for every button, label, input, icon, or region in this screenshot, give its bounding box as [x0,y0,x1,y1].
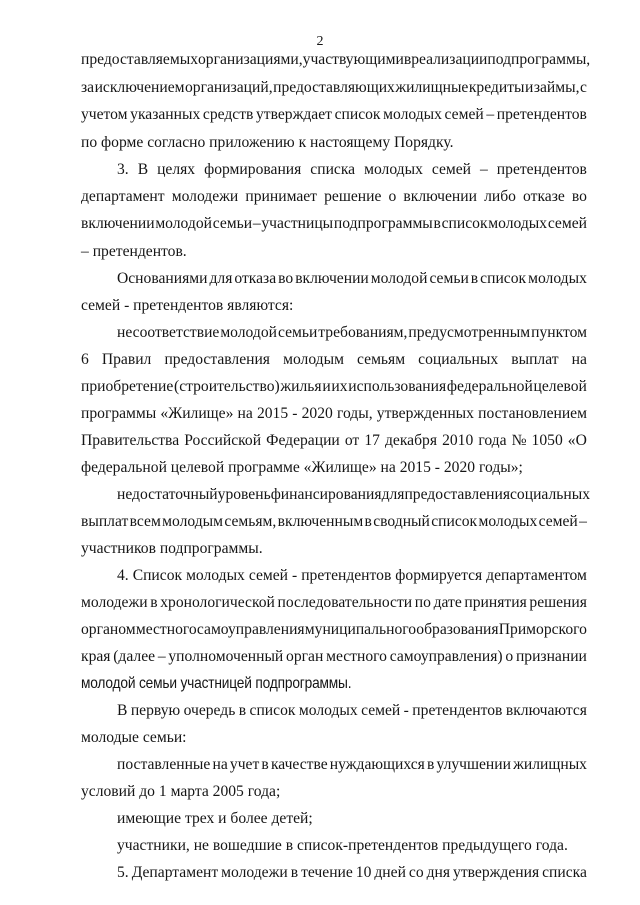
word: претендентов [496,161,587,178]
word: молодых [383,106,442,123]
word: № [511,432,527,449]
word: Правил [101,351,152,368]
word: с [579,79,587,96]
word: реализации [411,51,488,68]
word: список [441,215,488,232]
word: формирования [204,161,302,178]
word: - [292,405,298,422]
word: Федерации [266,432,340,449]
text-line [81,50,591,69]
text-line: по форме согласно приложению к настоящему Порядку. [81,134,454,151]
word: молодой [220,324,277,341]
word: всем [129,513,161,530]
word: поставленные [117,756,211,773]
word: на [237,405,253,422]
word: принятия [464,594,527,611]
text-line [81,593,587,612]
word: список [480,270,527,287]
word: самоуправления [196,621,305,638]
word: 6 [81,351,89,368]
word: семьи [277,324,318,341]
text-line [81,620,587,639]
word: самоуправления) [389,648,503,665]
word: целевой [533,378,587,395]
word: решение [324,188,382,205]
word: молодой [155,215,212,232]
word: претендентов [301,567,392,584]
word: семьям, [224,513,277,530]
word: предоставляемых [81,51,198,68]
word: нуждающихся [329,756,425,773]
word: молодым [283,351,344,368]
word: местного [326,648,387,665]
word: от [344,432,360,449]
text-line: условий до 1 марта 2005 года; [81,783,281,800]
word: очередь [183,702,236,719]
word: семей [444,106,484,123]
word: года [478,432,507,449]
word: – [486,106,495,123]
word: требованиям, [318,324,408,341]
word: 4. [117,567,129,584]
word: предоставления [164,351,270,368]
word: молодых [364,161,423,178]
word: семей [547,215,587,232]
text-line [117,485,590,504]
word: выплат [81,513,129,530]
word: по [414,594,431,611]
word: признании [515,648,587,665]
word: в [150,594,158,611]
word: в [238,702,247,719]
page-number: 2 [316,34,324,49]
word: в [470,270,479,287]
word: решения [529,594,587,611]
word: учетом [81,106,128,123]
word: предоставления [404,486,511,503]
word: социальных [418,351,499,368]
word: постановлением [478,405,587,422]
word: отказа [234,270,277,287]
word: 10 [355,864,372,881]
word: молодым [162,513,224,530]
word: сводный [373,513,430,530]
text-line [117,566,587,585]
text-line: федеральной целевой программе «Жилище» на 2015 - 2020 годы»; [81,459,523,476]
word: дней [374,864,406,881]
word: молодых [478,513,538,530]
text-line: молодой семьи участницей подпрограммы. [81,675,352,692]
text-line [117,863,587,882]
word: 1050 [531,432,563,449]
word: утверждения [453,864,540,881]
word: организаций, [185,79,273,96]
word: 2015 [256,405,289,422]
word: подпрограммы [333,215,433,232]
word: жилищные [395,79,469,96]
word: орган [286,648,324,665]
word: 17 [364,432,380,449]
word: включении [81,215,155,232]
word: последовательности [277,594,413,611]
text-line [117,323,587,342]
word: «О [567,432,587,449]
word: жилья [280,378,322,395]
word: семьи [429,270,469,287]
word: участвующими [302,51,404,68]
word: дате [433,594,462,611]
word: программы [81,405,157,422]
word: и [524,79,534,96]
word: социальных [510,486,590,503]
word: жилищных [513,756,587,773]
word: 3. [117,161,129,178]
word: на [571,351,587,368]
word: семьям [357,351,406,368]
word: включенным [277,513,364,530]
text-line [117,160,587,179]
word: учет [229,756,260,773]
word: Основаниями [117,270,208,287]
text-line [81,377,587,396]
word: для [209,270,233,287]
text-line: участников подпрограммы. [81,540,263,557]
text-line [81,214,587,233]
word: организациями, [198,51,303,68]
word: – [579,513,587,530]
word: принимает [245,188,317,205]
word: молодой [370,270,428,287]
word: органом [81,621,136,638]
text-line [117,269,587,288]
word: семей [538,513,578,530]
word: в [433,215,441,232]
word: Правительства [81,432,180,449]
word: утверждает [256,106,332,123]
word: утвержденных [376,405,474,422]
word: претендентов [496,106,587,123]
word: семей [361,702,401,719]
text-line: семей - претендентов являются: [81,297,294,314]
text-line [81,431,587,450]
word: семьи [212,215,253,232]
word: включаются [505,702,587,719]
word: о [388,188,397,205]
word: Российской [184,432,262,449]
word: местного [135,621,197,638]
word: указанных [130,106,201,123]
word: молодежи [81,594,148,611]
text-line [81,350,587,369]
word: за [81,79,95,96]
word: пунктом [531,324,587,341]
word: В [117,702,128,719]
word: претендентов [412,702,503,719]
word: приобретение [81,378,174,395]
text-line: участники, не вошедшие в список-претендентов предыдущего года. [117,837,568,854]
word: улучшении [436,756,511,773]
word: участницы [261,215,334,232]
word: Список [132,567,183,584]
word: в [403,51,412,68]
word: предоставляющих [273,79,395,96]
word: течение [301,864,353,881]
word: кредиты [468,79,525,96]
word: в [261,756,269,773]
text-line [81,187,587,206]
word: федеральной [446,378,533,395]
word: несоответствие [117,324,220,341]
word: в [426,756,435,773]
word: их [331,378,348,395]
word: (далее [113,648,156,665]
word: включении [295,270,369,287]
word: молодежи [221,864,288,881]
word: годы, [336,405,373,422]
word: 5. [117,864,129,881]
word: список [249,702,296,719]
word: включении [403,188,477,205]
text-line [81,404,587,423]
word: департаментом [486,567,587,584]
word: в [290,864,299,881]
text-line: молодые семьи: [81,729,187,746]
word: во [571,188,587,205]
word: семей [431,161,472,178]
word: молодых [488,215,548,232]
word: подпрограммы, [487,51,591,68]
word: Приморского [498,621,587,638]
word: целях [157,161,196,178]
word: для [381,486,405,503]
text-line: – претендентов. [81,243,187,260]
word: со [408,864,424,881]
word: и [322,378,331,395]
text-line [117,755,587,774]
word: 2020 [301,405,333,422]
word: (строительство) [174,378,280,395]
word: образования [416,621,499,638]
word: недостаточный [117,486,218,503]
word: – [252,215,261,232]
word: «Жилище» [160,405,234,422]
word: предусмотренным [408,324,531,341]
word: дня [426,864,451,881]
word: во [278,270,294,287]
text-line [81,647,587,666]
word: первую [130,702,181,719]
word: использования [348,378,447,395]
word: молодых [186,567,245,584]
word: формируется [395,567,483,584]
word: на [212,756,228,773]
word: хронологической [160,594,275,611]
word: уполномоченный [168,648,284,665]
word: отказе [523,188,565,205]
word: молодых [528,270,587,287]
word: либо [484,188,516,205]
word: - [292,567,298,584]
word: финансирования [270,486,382,503]
text-line [81,78,587,97]
word: списка [310,161,356,178]
word: молодых [298,702,358,719]
word: – [480,161,488,178]
word: семей [248,567,289,584]
text-line [117,701,587,720]
text-line: имеющие трех и более детей; [117,810,313,827]
word: списка [542,864,587,881]
text-line [81,105,587,124]
word: о [505,648,514,665]
word: займы, [533,79,580,96]
word: молодежи [171,188,239,205]
word: – [157,648,166,665]
word: в [364,513,372,530]
word: исключением [94,79,185,96]
word: Департамент [131,864,219,881]
word: декабря [384,432,437,449]
word: - [403,702,409,719]
word: список [431,513,478,530]
word: выплат [511,351,559,368]
word: В [137,161,149,178]
word: качестве [270,756,328,773]
word: муниципального [304,621,417,638]
word: средств [202,106,254,123]
word: края [81,648,111,665]
text-line [81,512,587,531]
word: департамент [81,188,165,205]
word: список [334,106,381,123]
word: 2010 [442,432,474,449]
word: уровень [217,486,271,503]
